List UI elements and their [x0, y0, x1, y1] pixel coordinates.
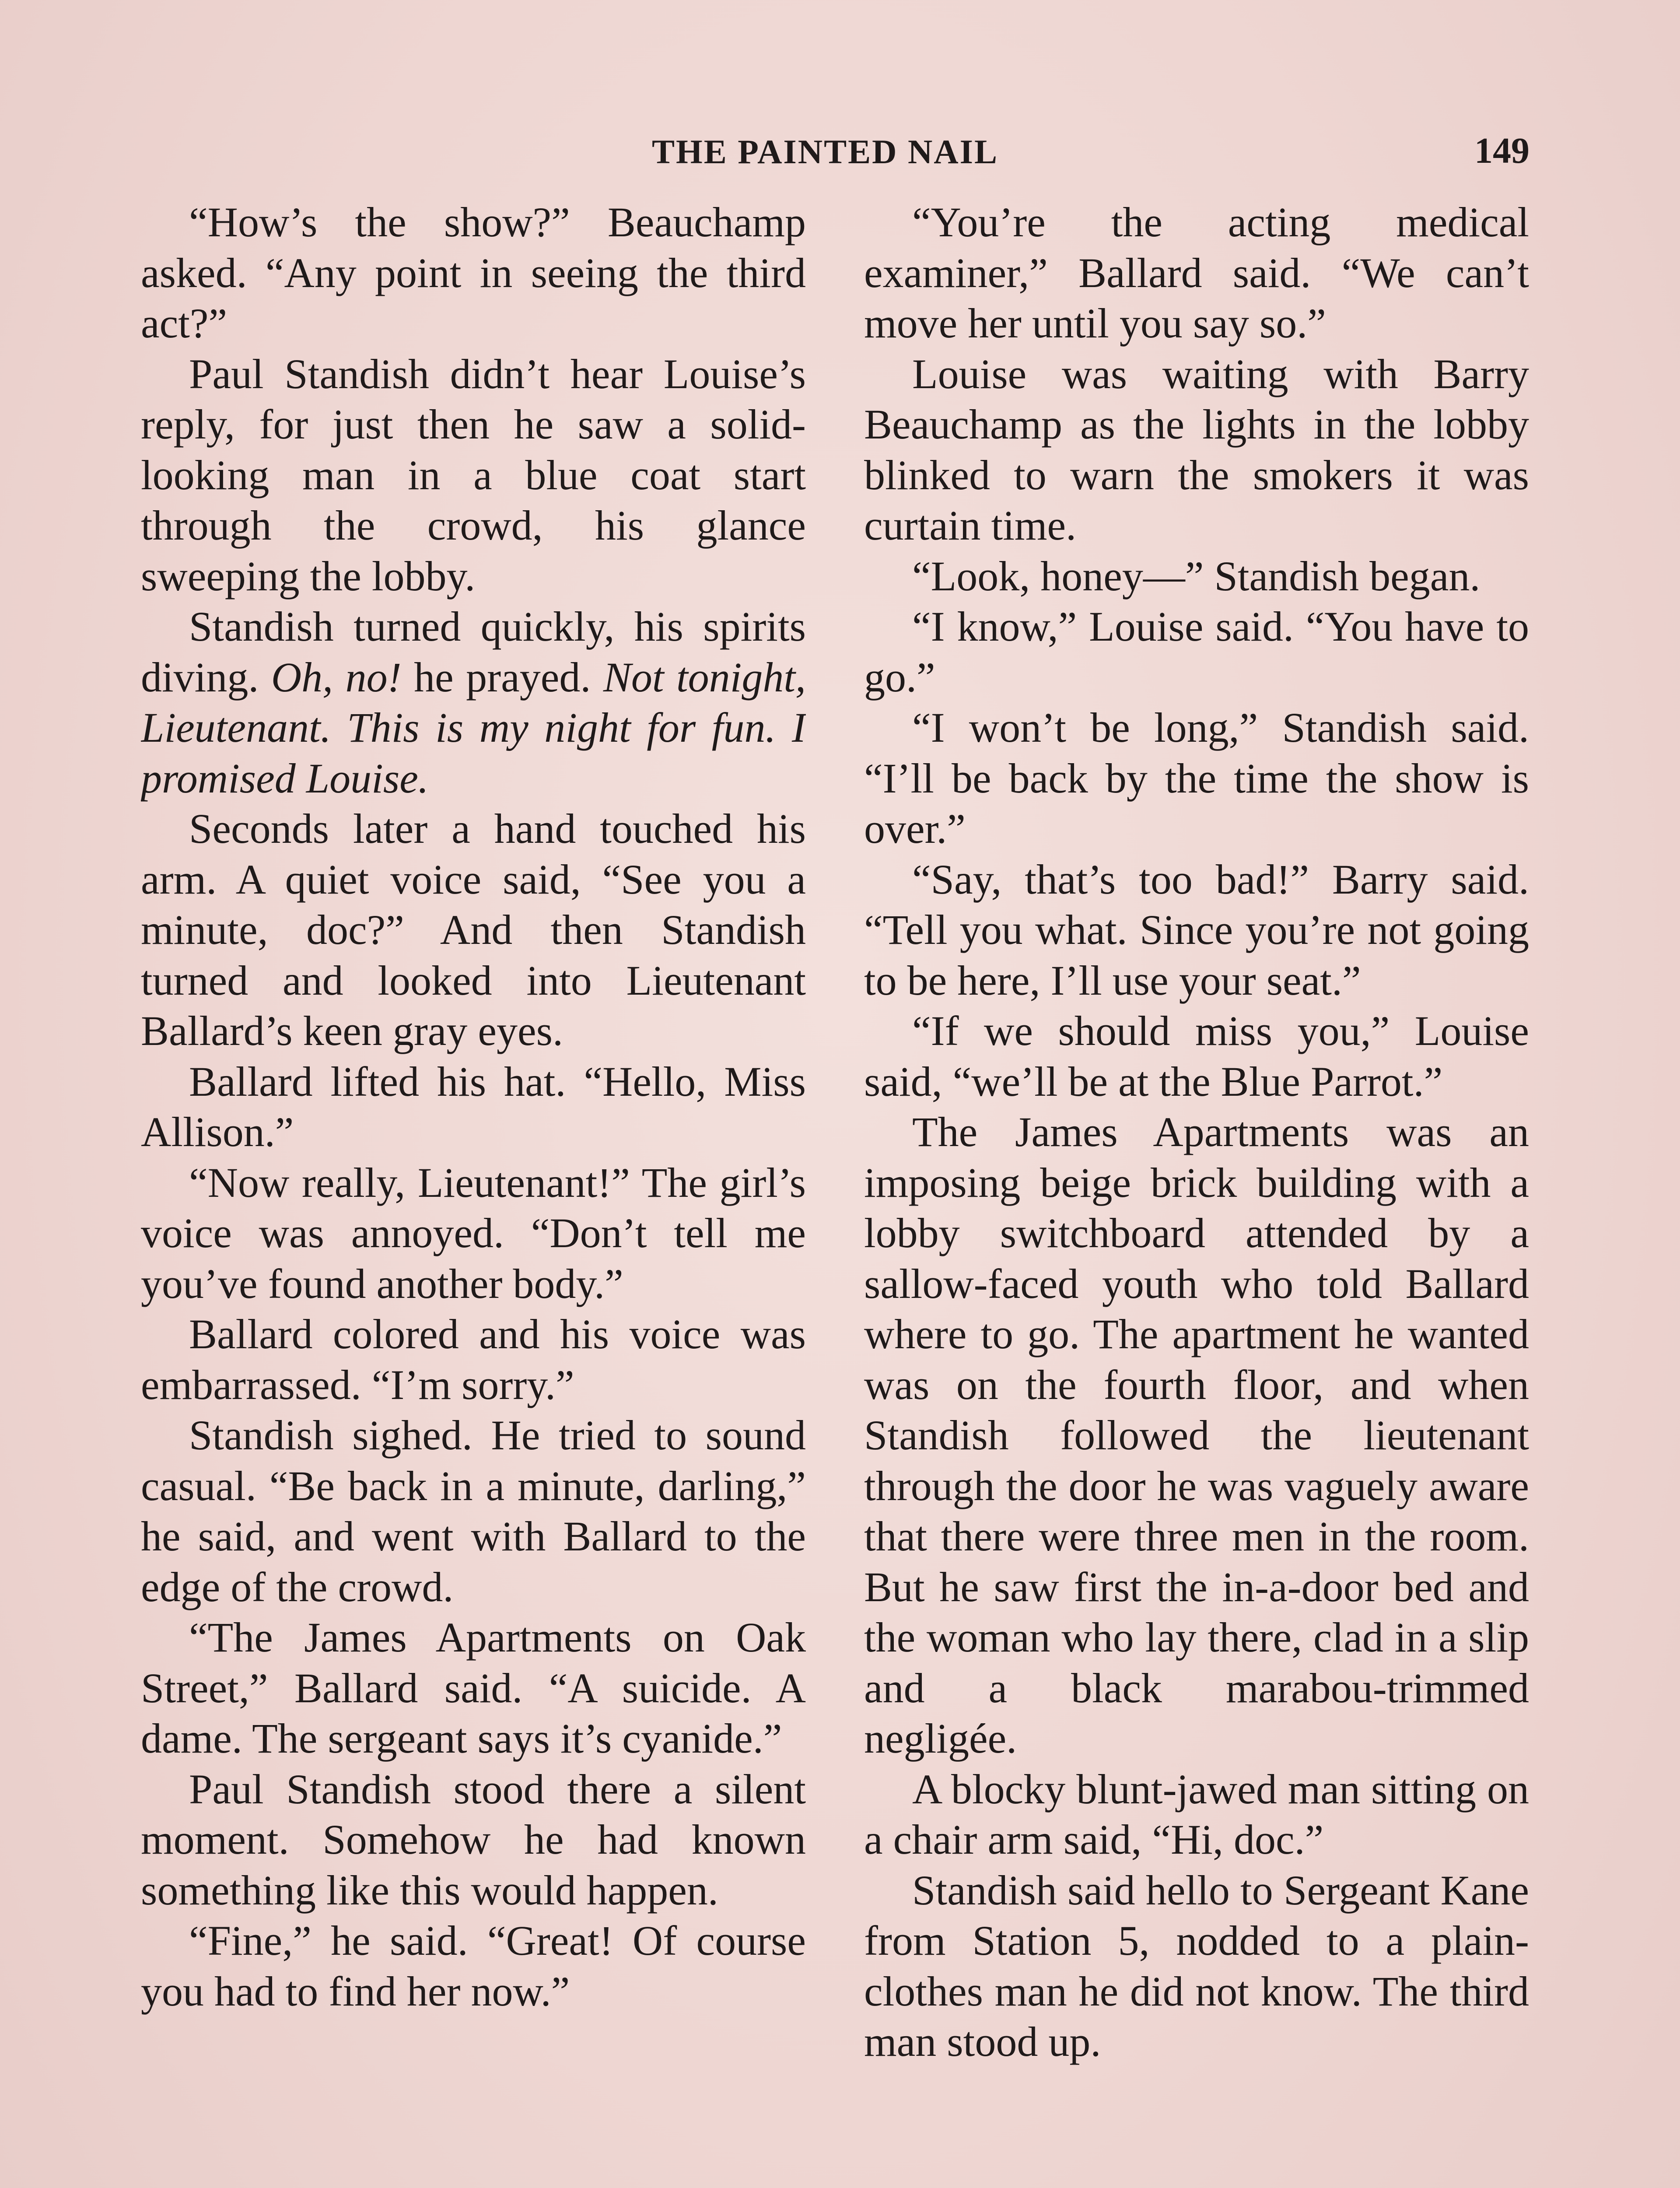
paragraph: “I won’t be long,” Standish said. “I’ll be back by the time the show is over.” — [864, 704, 1529, 852]
running-title: THE PAINTED NAIL — [652, 133, 999, 171]
right-column — [864, 197, 1529, 2188]
italic-thought: Oh, no! — [271, 653, 402, 701]
paragraph: “If we should miss you,” Louise said, “we’ll be at the Blue Parrot.” — [864, 1007, 1529, 1105]
paragraph: Seconds later a hand touched his arm. A quiet voice said, “See you a minute, doc?” And then Standish turned and looked into Lieutenant Ballard’s keen gray eyes. — [141, 805, 806, 1054]
paragraph: A blocky blunt-jawed man sitting on a chair arm said, “Hi, doc.” — [864, 1765, 1529, 1863]
paragraph: “Say, that’s too bad!” Barry said. “Tell you what. Since you’re not going to be here, I’ll use your seat.” — [864, 856, 1529, 1004]
paragraph: The James Apartments was an imposing beige brick building with a lobby switchboard attended by a sallow-faced youth who told Ballard where to go. The apartment he wanted was on the fourth floor, and when Standish followed the lieutenant through the door he was vaguely aware that there were three men in the room. But he saw first the in-a-door bed and the woman who lay there, clad in a slip and a black marabou-trimmed negligée. — [864, 1108, 1529, 1762]
paragraph-text: Standish turned quickly, his spirits diving. — [141, 603, 806, 701]
paragraph-text: he prayed. — [401, 653, 603, 701]
paragraph: Standish sighed. He tried to sound casual. “Be back in a minute, darling,” he said, and went with Ballard to the edge of the crowd. — [141, 1412, 806, 1610]
page-header — [0, 123, 1680, 180]
paragraph: “Fine,” he said. “Great! Of course you had to find her now.” — [141, 1917, 806, 2015]
italic-thought: Not tonight, Lieutenant. This is my night for fun. I promised Louise. — [141, 653, 806, 802]
paragraph: “Look, honey—” Standish began. — [912, 552, 1480, 600]
page-number: 149 — [1474, 130, 1530, 171]
paragraph: Paul Standish stood there a silent moment. Somehow he had known something like this would happen. — [141, 1765, 806, 1914]
paragraph: “The James Apartments on Oak Street,” Ballard said. “A suicide. A dame. The sergeant says it’s cyanide.” — [141, 1614, 806, 1762]
paragraph: Paul Standish didn’t hear Louise’s reply, for just then he saw a solid-looking man in a blue coat start through the crowd, his glance sweeping the lobby. — [141, 350, 806, 600]
paragraph: “You’re the acting medical examiner,” Ballard said. “We can’t move her until you say so.” — [864, 199, 1529, 347]
paragraph: “I know,” Louise said. “You have to go.” — [864, 603, 1529, 701]
paragraph: Standish said hello to Sergeant Kane from Station 5, nodded to a plain-clothes man he did not know. The third man stood up. — [864, 1866, 1529, 2065]
paragraph: Ballard lifted his hat. “Hello, Miss Allison.” — [141, 1058, 806, 1155]
left-column — [141, 197, 806, 2188]
paragraph: “How’s the show?” Beauchamp asked. “Any point in seeing the third act?” — [141, 199, 806, 347]
paragraph: Louise was waiting with Barry Beauchamp as the lights in the lobby blinked to warn the smokers it was curtain time. — [864, 350, 1529, 549]
paragraph: “Now really, Lieutenant!” The girl’s voice was annoyed. “Don’t tell me you’ve found another body.” — [141, 1159, 806, 1307]
paragraph: Ballard colored and his voice was embarrassed. “I’m sorry.” — [141, 1311, 806, 1408]
paragraph — [141, 601, 806, 803]
